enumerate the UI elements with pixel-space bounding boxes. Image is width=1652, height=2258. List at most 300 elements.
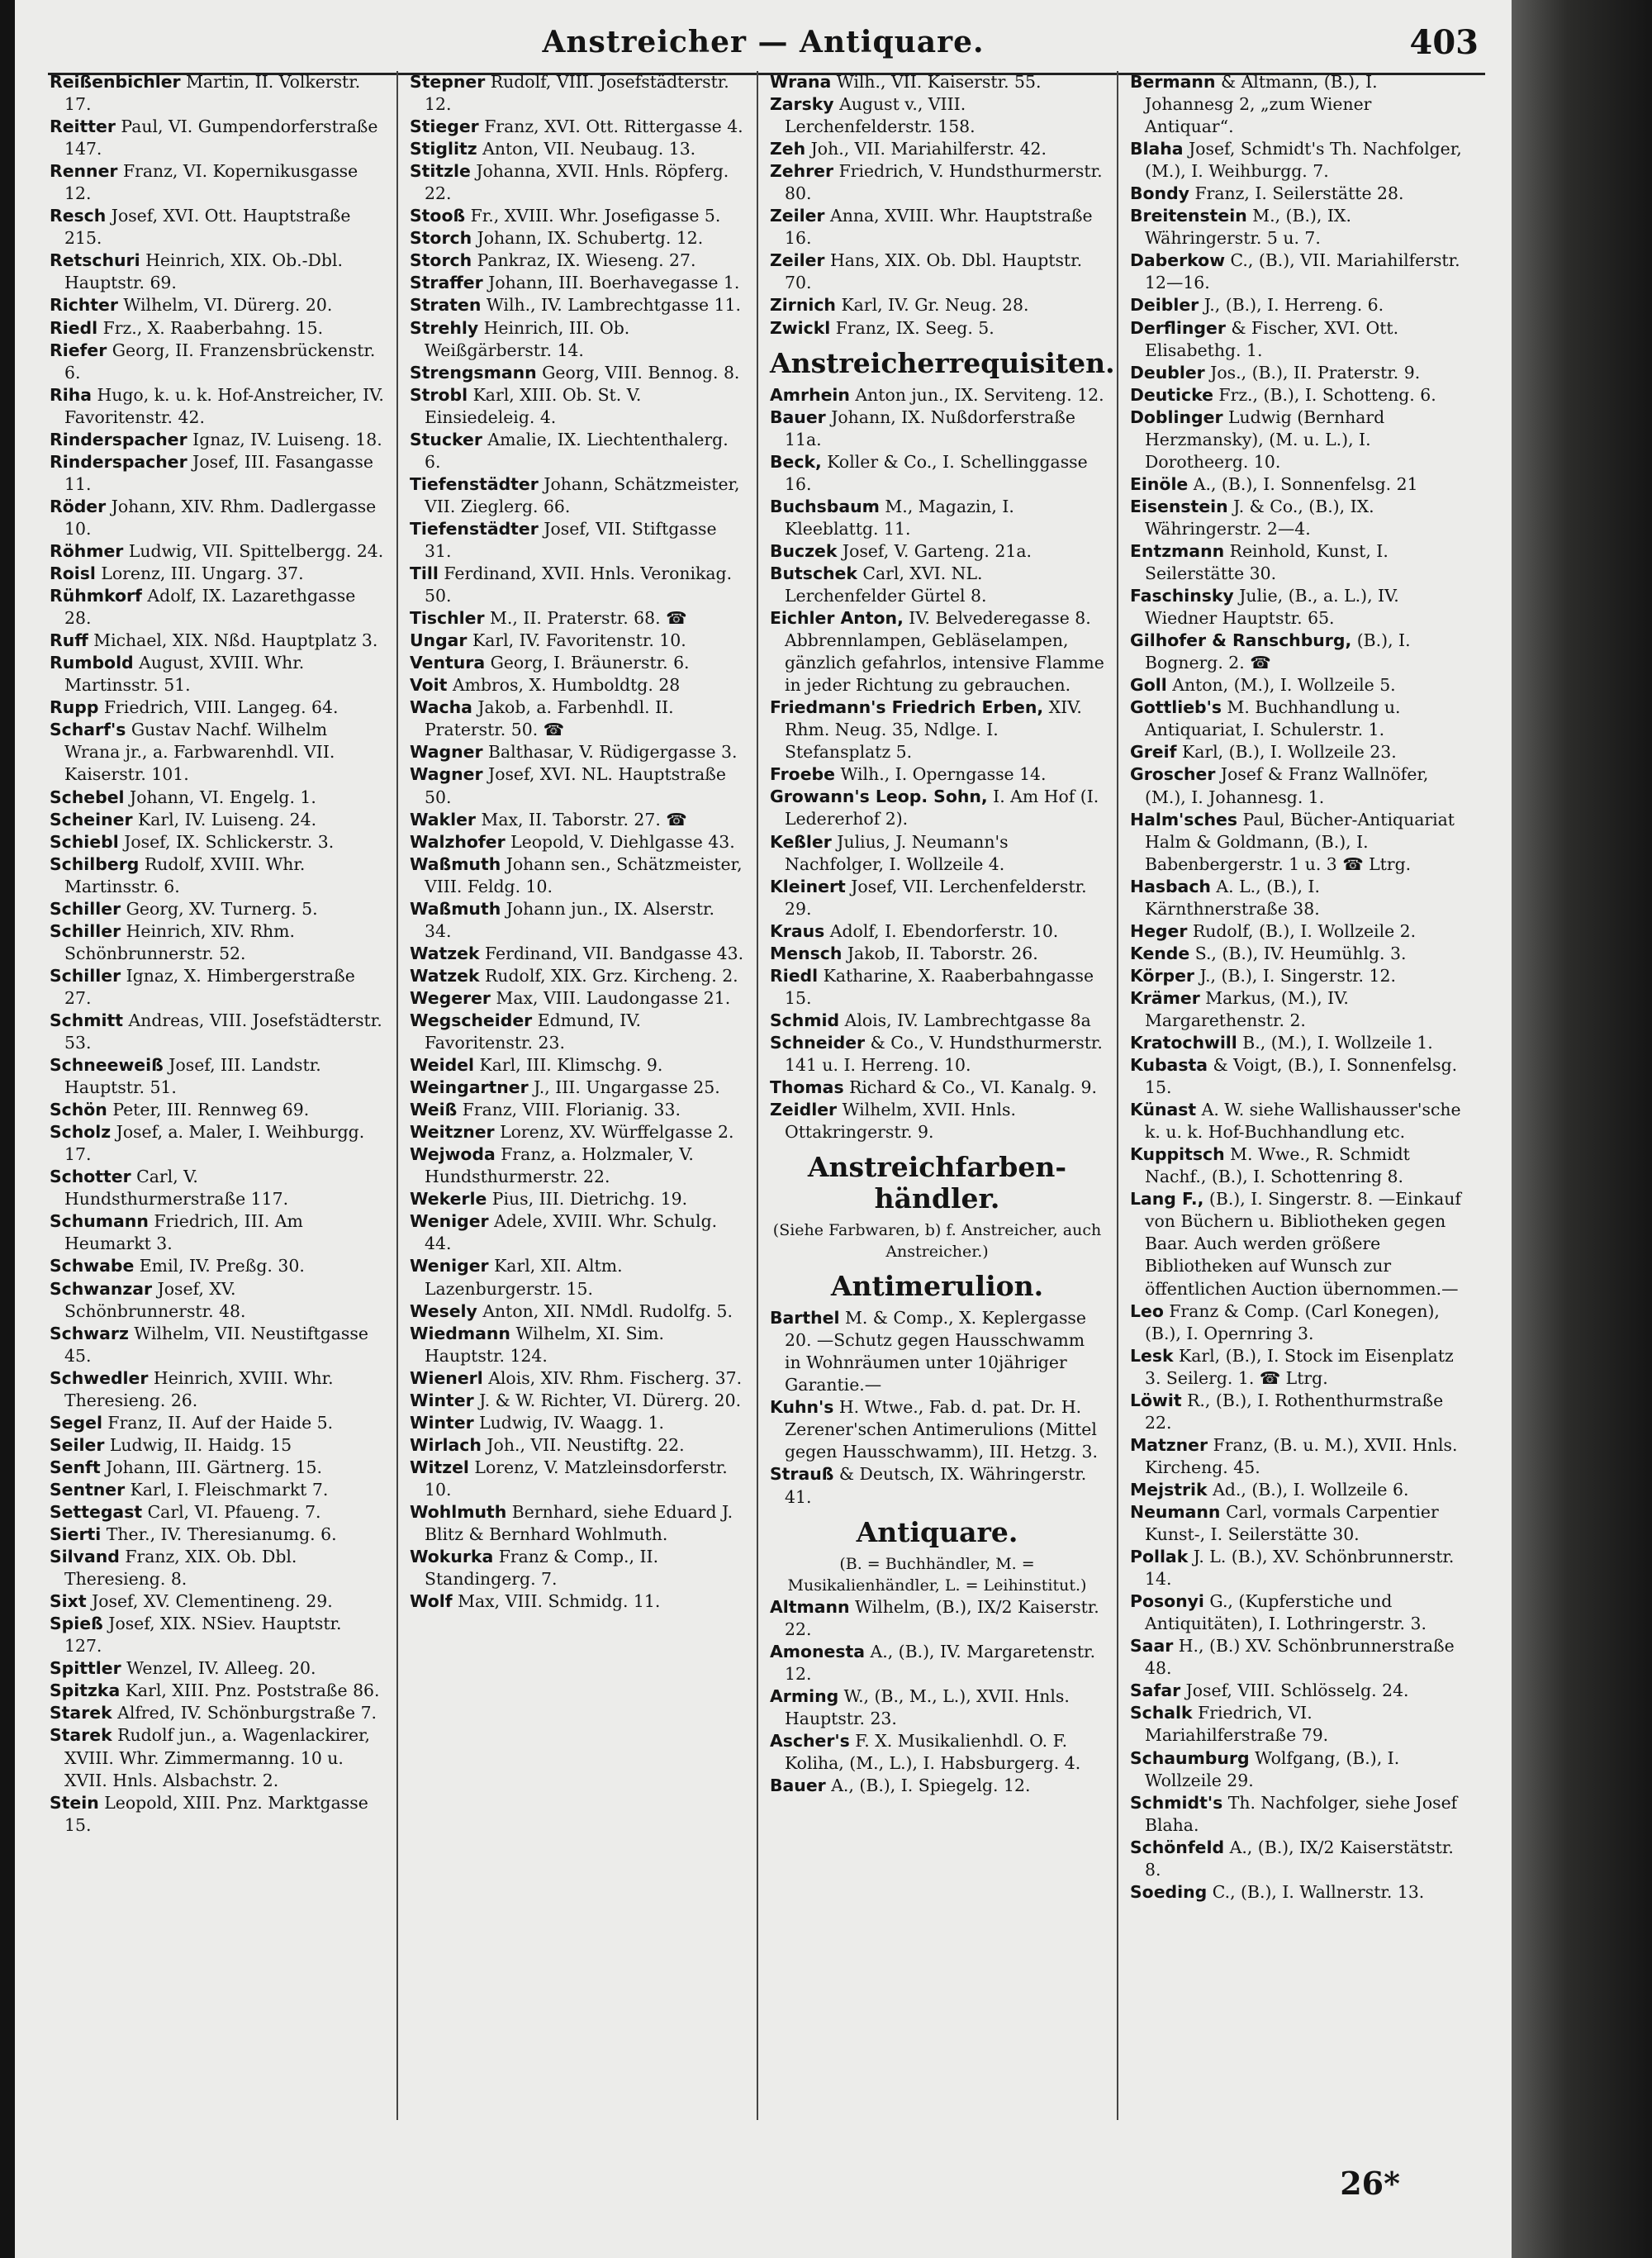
entry-name: Roisl xyxy=(50,563,96,584)
entry-details: Richard & Co., VI. Kanalg. 9. xyxy=(849,1077,1097,1098)
directory-entry xyxy=(50,1010,384,1054)
entry-details: August, XVIII. Whr. Martinsstr. 51. xyxy=(64,653,305,696)
entry-details: H. Wtwe., Fab. d. pat. Dr. H. Zerener'schen Antimerulions (Mittel gegen Hausschwamm), III. Hetzg. 3. xyxy=(785,1397,1098,1462)
entry-details: Th. Nachfolger, siehe Josef Blaha. xyxy=(1145,1792,1458,1835)
entry-name: Stieger xyxy=(410,116,479,137)
page-title: Anstreicher — Antiquare. xyxy=(542,25,985,59)
directory-entry xyxy=(770,563,1104,607)
entry-details: Franz, II. Auf der Haide 5. xyxy=(107,1412,334,1433)
directory-entry xyxy=(1130,1590,1464,1635)
directory-entry xyxy=(1130,920,1464,943)
directory-entry xyxy=(770,876,1104,920)
directory-entry xyxy=(1130,250,1464,294)
entry-name: Scharf's xyxy=(50,720,126,740)
entry-details: Josef, XV. Schönbrunnerstr. 48. xyxy=(64,1278,246,1321)
entry-name: Mejstrik xyxy=(1130,1479,1208,1500)
directory-entry xyxy=(770,1596,1104,1641)
entry-details: Rudolf, XIX. Grz. Kircheng. 2. xyxy=(485,965,738,986)
entry-details: Franz, VI. Kopernikusgasse 12. xyxy=(64,161,358,204)
entry-name: Butschek xyxy=(770,563,857,583)
entry-details: Josef, XV. Clementineng. 29. xyxy=(92,1591,333,1612)
entry-details: Johann, XIV. Rhm. Dadlergasse 10. xyxy=(64,496,377,539)
directory-entry xyxy=(770,138,1104,160)
entry-name: Schmid xyxy=(770,1010,840,1030)
entry-details: A. W. siehe Wallishausser'sche k. u. k. Hof-Buchhandlung etc. xyxy=(1145,1100,1461,1143)
entry-details: Jos., (B.), II. Praterstr. 9. xyxy=(1210,362,1421,383)
entry-name: Wienerl xyxy=(410,1367,483,1388)
entry-name: Weidel xyxy=(410,1055,474,1076)
column-4 xyxy=(1130,71,1464,1904)
directory-entry xyxy=(50,652,384,696)
entry-details: & Altmann, (B.), I. Johannesg 2, „zum Wiener Antiquar“. xyxy=(1145,72,1378,137)
entry-details: Josef & Franz Wallnöfer, (M.), I. Johannesg. 1. xyxy=(1145,764,1429,807)
entry-name: Schwarz xyxy=(50,1323,129,1343)
entry-details: Carl, VI. Pfaueng. 7. xyxy=(147,1502,321,1522)
directory-entry xyxy=(410,630,744,652)
directory-entry xyxy=(410,1121,744,1143)
entry-name: Wohlmuth xyxy=(410,1502,507,1522)
entry-name: Heger xyxy=(1130,920,1188,941)
entry-details: Karl, III. Klimschg. 9. xyxy=(479,1055,663,1076)
entry-name: Strengsmann xyxy=(410,362,537,383)
entry-details: & Deutsch, IX. Währingerstr. 41. xyxy=(785,1464,1087,1507)
entry-name: Schiller xyxy=(50,898,121,919)
entry-name: Röhmer xyxy=(50,540,124,561)
directory-entry xyxy=(410,116,744,138)
entry-details: Max, VIII. Laudongasse 21. xyxy=(496,987,731,1008)
entry-name: Goll xyxy=(1130,675,1167,696)
directory-entry xyxy=(410,160,744,205)
entry-name: Schmidt's xyxy=(1130,1792,1223,1813)
entry-details: Friedrich, V. Hundsthurmerstr. 80. xyxy=(785,161,1103,204)
entry-name: Tiefenstädter xyxy=(410,473,539,494)
entry-name: Leo xyxy=(1130,1300,1164,1321)
directory-entry xyxy=(1130,809,1464,876)
entry-details: Franz, XVI. Ott. Rittergasse 4. xyxy=(484,116,743,137)
directory-entry xyxy=(410,1323,744,1367)
directory-entry xyxy=(50,340,384,384)
entry-details: Rudolf, VIII. Josefstädterstr. 12. xyxy=(425,72,729,115)
entry-name: Retschuri xyxy=(50,250,140,271)
entry-name: Wirlach xyxy=(410,1434,482,1455)
directory-entry xyxy=(770,93,1104,138)
entry-details: J. L. (B.), XV. Schönbrunnerstr. 14. xyxy=(1145,1547,1455,1590)
directory-entry xyxy=(770,71,1104,93)
directory-entry xyxy=(1130,1501,1464,1546)
directory-entry xyxy=(1130,630,1464,674)
entry-details: Balthasar, V. Rüdigergasse 3. xyxy=(488,742,738,763)
entry-details: Anton jun., IX. Serviteng. 12. xyxy=(855,384,1104,405)
entry-name: Ventura xyxy=(410,653,486,673)
entry-details: J. & Co., (B.), IX. Währingerstr. 2—4. xyxy=(1145,496,1374,539)
directory-entry xyxy=(50,965,384,1010)
entry-details: Peter, III. Rennweg 69. xyxy=(112,1100,310,1120)
entry-details: Wilhelm, VI. Dürerg. 20. xyxy=(123,295,333,316)
entry-details: Franz, IX. Seeg. 5. xyxy=(835,317,995,338)
entry-details: Wilhelm, VII. Neustiftgasse 45. xyxy=(64,1323,368,1366)
entry-details: & Fischer, XVI. Ott. Elisabethg. 1. xyxy=(1145,317,1399,360)
directory-entry xyxy=(770,943,1104,965)
entry-details: Leopold, XIII. Pnz. Marktgasse 15. xyxy=(64,1792,368,1835)
entry-details: Wolfgang, (B.), I. Wollzeile 29. xyxy=(1145,1747,1400,1790)
directory-entry xyxy=(1130,205,1464,250)
directory-entry xyxy=(50,540,384,563)
entry-name: Künast xyxy=(1130,1100,1197,1120)
entry-details: Wilh., I. Operngasse 14. xyxy=(840,764,1047,785)
entry-name: Blaha xyxy=(1130,139,1184,159)
entry-name: Strauß xyxy=(770,1464,834,1485)
entry-details: Carl, vormals Carpentier Kunst-, I. Seilerstätte 30. xyxy=(1145,1502,1439,1545)
directory-entry xyxy=(770,406,1104,451)
entry-name: Riedl xyxy=(770,965,819,986)
entry-details: Franz, VIII. Florianig. 33. xyxy=(462,1100,681,1120)
entry-name: Reißenbichler xyxy=(50,72,181,92)
entry-details: Josef, IX. Schlickerstr. 3. xyxy=(124,831,335,852)
directory-entry xyxy=(770,384,1104,406)
entry-details: Georg, VIII. Bennog. 8. xyxy=(542,362,740,383)
entry-name: Bermann xyxy=(1130,72,1216,92)
entry-details: Frz., (B.), I. Schotteng. 6. xyxy=(1218,384,1436,405)
directory-entry xyxy=(770,1641,1104,1685)
directory-entry xyxy=(410,1188,744,1210)
directory-entry xyxy=(410,1077,744,1099)
entry-details: Wilhelm, XVII. Hnls. Ottakringerstr. 9. xyxy=(785,1100,1016,1143)
directory-entry xyxy=(770,496,1104,540)
directory-entry xyxy=(1130,362,1464,384)
entry-name: Sixt xyxy=(50,1591,87,1612)
entry-details: (B.), I. Singerstr. 8. —Einkauf von Büchern u. Bibliotheken gegen Baar. Auch werden größere Bibliotheken auf Wunsch zur öffentlichen Auction übernommen.— xyxy=(1145,1189,1461,1299)
directory-entry xyxy=(1130,1479,1464,1501)
entry-name: Schön xyxy=(50,1100,107,1120)
directory-entry xyxy=(50,294,384,316)
entry-details: Julius, J. Neumann's Nachfolger, I. Wollzeile 4. xyxy=(785,831,1009,874)
directory-entry xyxy=(1130,1680,1464,1702)
entry-name: Scholz xyxy=(50,1122,112,1143)
directory-entry xyxy=(770,1010,1104,1032)
entry-details: Georg, II. Franzensbrückenstr. 6. xyxy=(64,340,376,383)
entry-name: Kubasta xyxy=(1130,1055,1208,1076)
directory-entry xyxy=(1130,1792,1464,1837)
directory-entry xyxy=(50,853,384,898)
entry-details: Emil, IV. Preßg. 30. xyxy=(139,1256,305,1276)
entry-name: Buchsbaum xyxy=(770,496,880,516)
entry-name: Krämer xyxy=(1130,987,1200,1008)
entry-details: Josef, V. Garteng. 21a. xyxy=(842,540,1032,561)
entry-name: Riefer xyxy=(50,340,107,360)
directory-entry xyxy=(770,1685,1104,1730)
entry-name: Stein xyxy=(50,1792,99,1813)
entry-details: Karl, (B.), I. Stock im Eisenplatz 3. Seilerg. 1. ☎ Ltrg. xyxy=(1145,1345,1454,1388)
entry-name: Weitzner xyxy=(410,1122,495,1143)
entry-name: Derflinger xyxy=(1130,317,1226,338)
directory-entry xyxy=(50,1210,384,1255)
entry-details: Johanna, XVII. Hnls. Röpferg. 22. xyxy=(425,161,729,204)
entry-details: Franz, XIX. Ob. Dbl. Theresieng. 8. xyxy=(64,1547,297,1590)
entry-name: Stooß xyxy=(410,206,466,226)
entry-details: A., (B.), I. Spiegelg. 12. xyxy=(831,1775,1031,1795)
entry-name: Faschinsky xyxy=(1130,586,1234,606)
entry-name: Entzmann xyxy=(1130,540,1225,561)
entry-name: Kuppitsch xyxy=(1130,1144,1225,1165)
directory-entry xyxy=(770,1463,1104,1508)
directory-entry xyxy=(1130,1032,1464,1054)
directory-entry xyxy=(410,652,744,674)
entry-details: Jakob, a. Farbenhdl. II. Praterstr. 50. ☎ xyxy=(425,697,674,740)
entry-details: Rudolf, (B.), I. Wollzeile 2. xyxy=(1192,920,1417,941)
entry-name: Starek xyxy=(50,1725,112,1746)
directory-entry xyxy=(410,1300,744,1323)
entry-name: Kende xyxy=(1130,943,1190,963)
entry-details: Josef, VII. Stiftgasse 31. xyxy=(425,518,717,561)
entry-details: Paul, Bücher-Antiquariat Halm & Goldmann, (B.), I. Babenbergerstr. 1 u. 3 ☎ Ltrg. xyxy=(1145,809,1455,874)
entry-name: Bauer xyxy=(770,406,826,427)
directory-entry xyxy=(50,1099,384,1121)
entry-details: Wilh., VII. Kaiserstr. 55. xyxy=(836,72,1042,92)
entry-details: Alois, IV. Lambrechtgasse 8a xyxy=(844,1010,1091,1030)
entry-details: IV. Belvederegasse 8. Abbrennlampen, Gebläselampen, gänzlich gefahrlos, intensive Flamme in jeder Richtung zu gebrauchen. xyxy=(785,608,1104,696)
directory-entry xyxy=(410,563,744,607)
entry-name: Eisenstein xyxy=(1130,496,1228,516)
entry-name: Wegerer xyxy=(410,987,491,1008)
directory-entry xyxy=(50,1323,384,1367)
entry-name: Schiller xyxy=(50,965,121,986)
entry-name: Seiler xyxy=(50,1434,105,1455)
entry-details: Ludwig, IV. Waagg. 1. xyxy=(479,1412,665,1433)
entry-name: Soeding xyxy=(1130,1881,1208,1902)
entry-details: Johann, IX. Nußdorferstraße 11a. xyxy=(785,406,1075,449)
entry-details: J., (B.), I. Herreng. 6. xyxy=(1203,295,1384,316)
directory-entry xyxy=(770,696,1104,763)
section-note: (B. = Buchhändler, M. = Musikalienhändler, L. = Leihinstitut.) xyxy=(787,1554,1087,1595)
directory-entry xyxy=(50,787,384,809)
entry-details: Franz & Comp. (Carl Konegen), (B.), I. Opernring 3. xyxy=(1145,1300,1440,1343)
entry-details: Michael, XIX. Nßd. Hauptplatz 3. xyxy=(93,630,378,651)
entry-details: Koller & Co., I. Schellinggasse 16. xyxy=(785,451,1088,494)
directory-entry xyxy=(50,1792,384,1837)
directory-entry xyxy=(410,429,744,473)
entry-details: Jakob, II. Taborstr. 26. xyxy=(847,943,1038,963)
entry-name: Straten xyxy=(410,295,482,316)
entry-details: Ferdinand, VII. Bandgasse 43. xyxy=(485,943,744,963)
entry-details: Ad., (B.), I. Wollzeile 6. xyxy=(1213,1479,1409,1500)
directory-entry xyxy=(410,987,744,1010)
directory-entry xyxy=(410,1546,744,1590)
entry-details: Alfred, IV. Schönburgstraße 7. xyxy=(117,1703,377,1723)
directory-entry xyxy=(50,451,384,496)
directory-entry xyxy=(50,496,384,540)
directory-entry xyxy=(410,250,744,272)
directory-entry xyxy=(410,473,744,518)
entry-name: Schiller xyxy=(50,920,121,941)
column-divider xyxy=(396,71,398,2120)
directory-entry xyxy=(770,831,1104,876)
entry-name: Zeiler xyxy=(770,250,825,271)
entry-details: Ignaz, X. Himbergerstraße 27. xyxy=(64,965,355,1008)
directory-entry xyxy=(410,71,744,116)
directory-entry xyxy=(50,563,384,585)
entry-name: Riedl xyxy=(50,317,98,338)
entry-name: Richter xyxy=(50,295,118,316)
directory-entry xyxy=(770,965,1104,1010)
directory-entry xyxy=(1130,540,1464,585)
directory-entry xyxy=(50,250,384,294)
entry-name: Stucker xyxy=(410,429,482,449)
entry-details: Max, II. Taborstr. 27. ☎ xyxy=(481,809,687,830)
entry-name: Ascher's xyxy=(770,1730,850,1751)
entry-name: Lesk xyxy=(1130,1345,1174,1366)
entry-details: A., (B.), IX/2 Kaiserstätstr. 8. xyxy=(1145,1837,1454,1880)
entry-details: Joh., VII. Neustiftg. 22. xyxy=(487,1434,685,1455)
entry-name: Weniger xyxy=(410,1211,489,1232)
directory-entry xyxy=(410,741,744,763)
entry-name: Settegast xyxy=(50,1502,143,1522)
entry-details: Karl, XIII. Ob. St. V. Einsiedeleig. 4. xyxy=(425,384,642,427)
entry-name: Zeiler xyxy=(770,206,825,226)
directory-entry xyxy=(1130,965,1464,987)
directory-entry xyxy=(410,1390,744,1412)
entry-name: Saar xyxy=(1130,1636,1174,1657)
entry-name: Waßmuth xyxy=(410,898,501,919)
directory-entry xyxy=(1130,183,1464,205)
entry-details: S., (B.), IV. Heumühlg. 3. xyxy=(1194,943,1407,963)
entry-details: Johann, III. Gärtnerg. 15. xyxy=(106,1457,323,1477)
directory-entry xyxy=(1130,1635,1464,1680)
entry-name: Wekerle xyxy=(410,1189,487,1210)
entry-name: Gottlieb's xyxy=(1130,697,1222,718)
entry-details: & Voigt, (B.), I. Sonnenfelsg. 15. xyxy=(1145,1055,1458,1098)
entry-name: Safar xyxy=(1130,1680,1181,1701)
entry-name: Stitzle xyxy=(410,161,471,182)
directory-entry xyxy=(50,1434,384,1457)
entry-name: Schalk xyxy=(1130,1703,1193,1723)
entry-name: Wolf xyxy=(410,1591,453,1612)
directory-entry xyxy=(1130,1054,1464,1099)
entry-name: Witzel xyxy=(410,1457,469,1477)
directory-entry xyxy=(410,384,744,429)
entry-name: Schilberg xyxy=(50,853,140,874)
entry-details: Johann, Schätzmeister, VII. Zieglerg. 66. xyxy=(425,473,740,516)
entry-name: Beck, xyxy=(770,451,822,472)
entry-name: Posonyi xyxy=(1130,1591,1204,1612)
entry-details: Johann jun., IX. Alserstr. 34. xyxy=(425,898,714,941)
directory-entry xyxy=(410,272,744,294)
entry-name: Wiedmann xyxy=(410,1323,510,1343)
entry-details: Wilh., IV. Lambrechtgasse 11. xyxy=(486,295,741,316)
directory-entry xyxy=(410,1255,744,1300)
entry-details: Adolf, IX. Lazarethgasse 28. xyxy=(64,586,356,629)
directory-entry xyxy=(50,1479,384,1501)
entry-details: Carl, V. Hundsthurmerstraße 117. xyxy=(64,1167,289,1210)
directory-entry xyxy=(50,719,384,786)
entry-details: Johann, VI. Engelg. 1. xyxy=(130,787,316,807)
entry-details: J., III. Ungargasse 25. xyxy=(534,1077,720,1098)
entry-name: Einöle xyxy=(1130,473,1189,494)
entry-details: Karl, XIII. Pnz. Poststraße 86. xyxy=(125,1680,380,1701)
entry-details: Ambros, X. Humboldtg. 28 xyxy=(452,675,681,696)
directory-entry xyxy=(50,317,384,340)
directory-entry xyxy=(770,1077,1104,1099)
entry-name: Senft xyxy=(50,1457,101,1477)
directory-entry xyxy=(410,1099,744,1121)
entry-name: Silvand xyxy=(50,1547,120,1567)
directory-entry xyxy=(770,205,1104,250)
entry-details: M. & Comp., X. Keplergasse 20. —Schutz gegen Hausschwamm in Wohnräumen unter 10jähriger Garantie.— xyxy=(785,1308,1086,1395)
entry-details: Josef, a. Maler, I. Weihburgg. 17. xyxy=(64,1122,365,1165)
directory-entry xyxy=(1130,585,1464,630)
entry-name: Deuticke xyxy=(1130,384,1213,405)
entry-name: Zeidler xyxy=(770,1100,838,1120)
entry-details: M., Magazin, I. Kleeblattg. 11. xyxy=(785,496,1014,539)
entry-name: Röder xyxy=(50,496,107,516)
directory-entry xyxy=(1130,876,1464,920)
entry-name: Strehly xyxy=(410,317,479,338)
entry-name: Strobl xyxy=(410,384,468,405)
entry-name: Scheiner xyxy=(50,809,133,830)
entry-name: Rinderspacher xyxy=(50,429,188,449)
entry-details: Adolf, I. Ebendorferstr. 10. xyxy=(829,920,1059,941)
entry-details: Ther., IV. Theresianumg. 6. xyxy=(106,1524,337,1545)
directory-entry xyxy=(50,696,384,719)
directory-entry xyxy=(50,1546,384,1590)
entry-details: Hugo, k. u. k. Hof-Anstreicher, IV. Favoritenstr. 42. xyxy=(64,384,384,427)
directory-entry xyxy=(410,227,744,250)
section-heading: Anstreicherrequisiten. xyxy=(770,346,1115,379)
entry-name: Amonesta xyxy=(770,1641,866,1661)
entry-details: Josef, Schmidt's Th. Nachfolger, (M.), I. Weihburgg. 7. xyxy=(1145,139,1462,182)
entry-details: Joh., VII. Mariahilferstr. 42. xyxy=(810,139,1047,159)
entry-details: Ludwig (Bernhard Herzmansky), (M. u. L.), I. Dorotheerg. 10. xyxy=(1145,406,1385,472)
directory-entry xyxy=(770,317,1104,340)
entry-details: Pankraz, IX. Wieseng. 27. xyxy=(477,250,696,271)
directory-entry xyxy=(410,607,744,630)
directory-entry xyxy=(1130,496,1464,540)
entry-name: Stiglitz xyxy=(410,139,477,159)
directory-entry xyxy=(770,540,1104,563)
entry-name: Schwabe xyxy=(50,1256,135,1276)
entry-name: Tischler xyxy=(410,608,485,629)
entry-name: Breitenstein xyxy=(1130,206,1247,226)
directory-entry xyxy=(50,1680,384,1702)
column-divider xyxy=(757,71,758,2120)
entry-name: Greif xyxy=(1130,742,1177,763)
directory-entry xyxy=(1130,1702,1464,1747)
entry-name: Schotter xyxy=(50,1167,131,1187)
directory-entry xyxy=(770,607,1104,696)
entry-name: Keßler xyxy=(770,831,832,852)
directory-entry xyxy=(1130,1747,1464,1792)
entry-details: Markus, (M.), IV. Margarethenstr. 2. xyxy=(1145,987,1349,1030)
directory-entry xyxy=(770,1730,1104,1775)
entry-name: Wrana xyxy=(770,72,832,92)
directory-entry xyxy=(410,1590,744,1613)
entry-name: Weingartner xyxy=(410,1077,529,1098)
directory-entry xyxy=(1130,741,1464,763)
entry-details: Gustav Nachf. Wilhelm Wrana jr., a. Farbwarenhdl. VII. Kaiserstr. 101. xyxy=(64,720,335,785)
entry-details: Josef, III. Landstr. Hauptstr. 51. xyxy=(64,1055,321,1098)
directory-entry xyxy=(1130,1143,1464,1188)
entry-details: Josef, VIII. Schlösselg. 24. xyxy=(1185,1680,1409,1701)
entry-name: Schiebl xyxy=(50,831,119,852)
entry-details: Leopold, V. Diehlgasse 43. xyxy=(510,831,735,852)
directory-entry xyxy=(410,943,744,965)
entry-details: A., (B.), I. Sonnenfelsg. 21 xyxy=(1193,473,1418,494)
entry-name: Starek xyxy=(50,1703,112,1723)
directory-entry xyxy=(1130,1881,1464,1904)
entry-details: F. X. Musikalienhdl. O. F. Koliha, (M., L.), I. Habsburgerg. 4. xyxy=(785,1730,1081,1773)
entry-name: Zirnich xyxy=(770,295,836,316)
directory-entry xyxy=(1130,763,1464,808)
entry-details: Lorenz, III. Ungarg. 37. xyxy=(101,563,304,584)
